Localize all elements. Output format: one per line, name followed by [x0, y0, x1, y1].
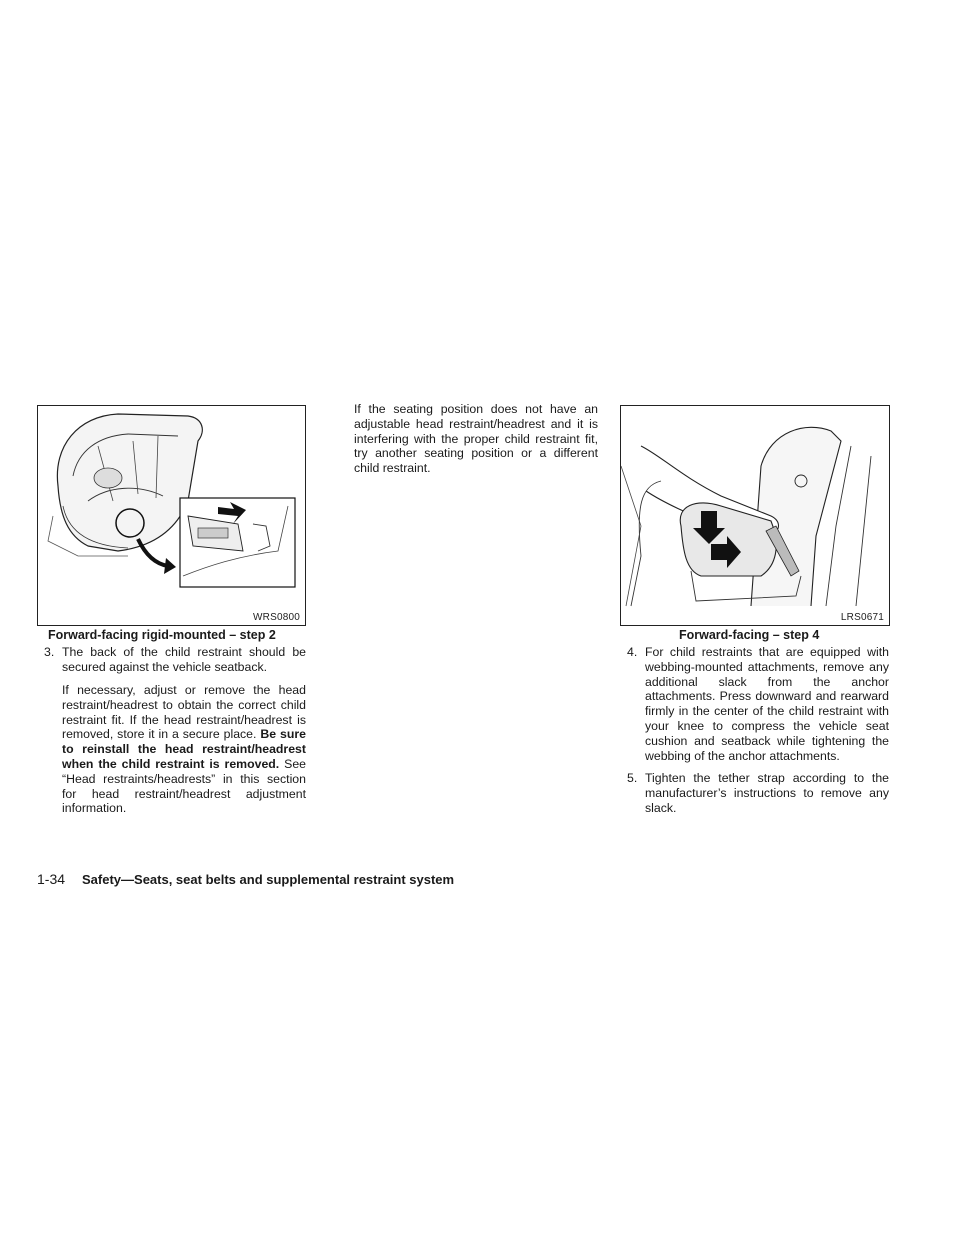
- figure-caption: Forward-facing rigid-mounted – step 2: [48, 628, 276, 642]
- page-number: 1-34: [37, 871, 66, 887]
- figure-code: WRS0800: [253, 612, 300, 623]
- list-number: 4.: [627, 645, 638, 659]
- list-item-text: The back of the child restraint should be secured against the vehicle seatback.: [62, 645, 306, 674]
- paragraph: [62, 683, 306, 816]
- list-number: 5.: [627, 771, 638, 785]
- list-number: 3.: [44, 645, 55, 659]
- figure-forward-facing-step4: [620, 405, 890, 626]
- figure-caption: Forward-facing – step 4: [679, 628, 820, 642]
- paragraph-text: If necessary, adjust or remove the head restraint/headrest to obtain the correct child restraint fit. If the head restraint/headrest is removed, store it in a secure place.: [62, 683, 306, 742]
- section-title: Safety—Seats, seat belts and supplemental restraint system: [82, 872, 455, 887]
- child-seat-illustration: [38, 406, 305, 625]
- list-item-text: For child restraints that are equipped with webbing-mounted attachments, remove any additional slack from the anchor attachments. Press downward and rearward firmly in the center of the child restraint with your knee to compress the vehicle seat cushion and seatback while tightening the webbing of the anchor attachments.: [645, 645, 889, 763]
- paragraph: If the seating position does not have an adjustable head restraint/headrest and it is interfering with the proper child restraint fit, try another seating position or a different child restraint.: [354, 402, 598, 476]
- paragraph-text: See “Head restraints/headrests” in this section for head restraint/headrest adjustment information.: [62, 756, 306, 816]
- figure-code: LRS0671: [840, 612, 884, 623]
- knee-press-illustration: [621, 406, 889, 625]
- figure-forward-facing-step2: [37, 405, 306, 626]
- paragraph-bold-warning: Be sure to reinstall the head restraint/headrest when the child restraint is removed.: [62, 727, 306, 771]
- list-item-text: Tighten the tether strap according to the manufacturer’s instructions to remove any slack.: [645, 771, 889, 815]
